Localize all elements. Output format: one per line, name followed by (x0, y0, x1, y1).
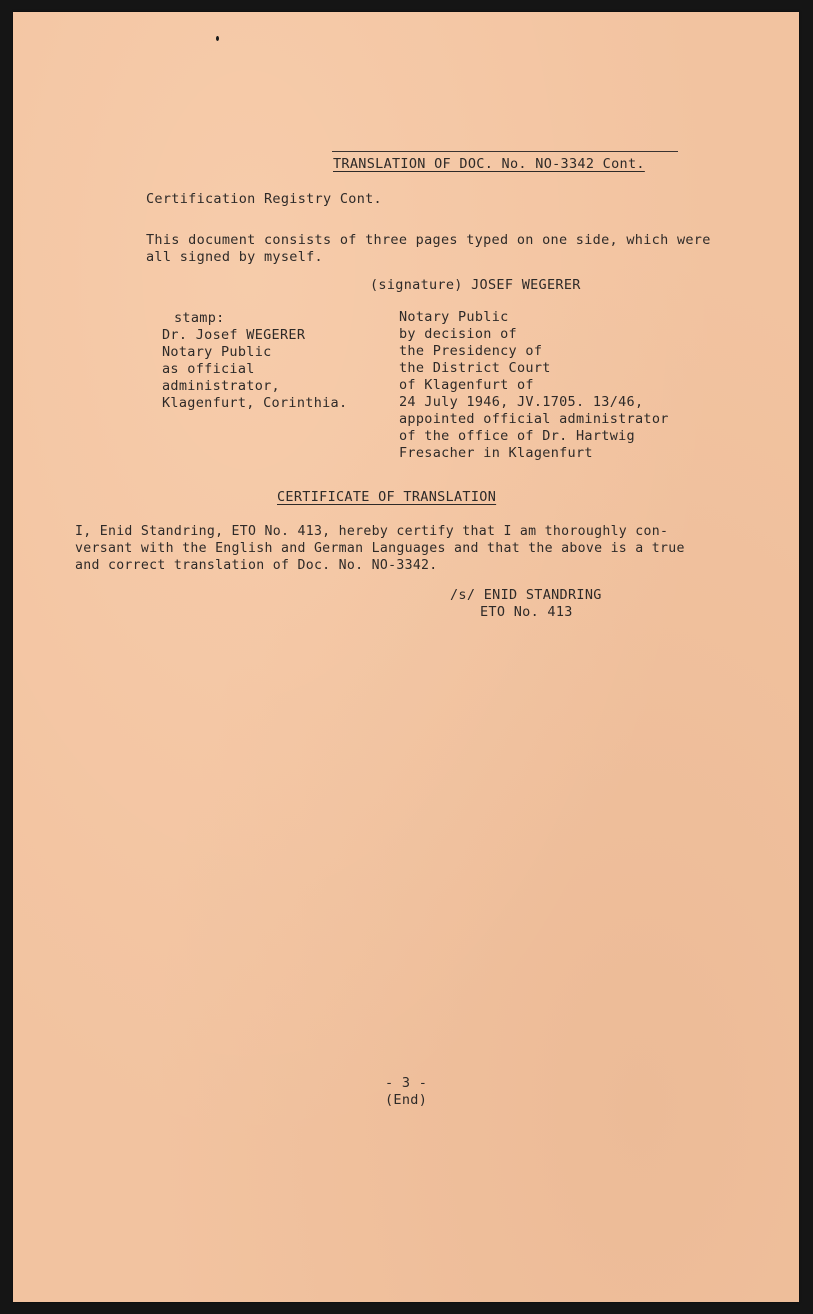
notary-line: appointed official administrator (399, 411, 669, 427)
end-marker: (End) (385, 1092, 428, 1108)
notary-line: by decision of (399, 326, 517, 342)
stamp-line: as official (162, 361, 255, 377)
page-number: - 3 - (385, 1075, 428, 1091)
ink-speck (216, 36, 219, 41)
certificate-line: and correct translation of Doc. No. NO-3342. (75, 558, 438, 573)
translator-signature-line: /s/ ENID STANDRING (450, 587, 602, 603)
notary-line: of the office of Dr. Hartwig (399, 428, 635, 444)
translator-signature-line: ETO No. 413 (480, 604, 573, 620)
header-rule (332, 151, 678, 152)
document-header: TRANSLATION OF DOC. No. NO-3342 Cont. (333, 156, 645, 172)
stamp-line: stamp: (174, 310, 225, 326)
stamp-line: Dr. Josef WEGERER (162, 327, 306, 343)
stamp-line: Notary Public (162, 344, 272, 360)
notary-signature-line: (signature) JOSEF WEGERER (370, 277, 581, 293)
intro-line: This document consists of three pages typed on one side, which were (146, 232, 711, 248)
notary-line: 24 July 1946, JV.1705. 13/46, (399, 394, 644, 410)
notary-line: Fresacher in Klagenfurt (399, 445, 593, 461)
notary-line: of Klagenfurt of (399, 377, 534, 393)
document-page (13, 12, 799, 1302)
stamp-line: Klagenfurt, Corinthia. (162, 395, 348, 411)
notary-line: the Presidency of (399, 343, 543, 359)
notary-line: the District Court (399, 360, 551, 376)
certificate-line: versant with the English and German Languages and that the above is a true (75, 541, 685, 556)
stamp-line: administrator, (162, 378, 280, 394)
notary-line: Notary Public (399, 309, 509, 325)
section-subheading: Certification Registry Cont. (146, 191, 382, 207)
certificate-title: CERTIFICATE OF TRANSLATION (277, 489, 497, 505)
certificate-line: I, Enid Standring, ETO No. 413, hereby certify that I am thoroughly con- (75, 524, 669, 539)
intro-line: all signed by myself. (146, 249, 323, 265)
